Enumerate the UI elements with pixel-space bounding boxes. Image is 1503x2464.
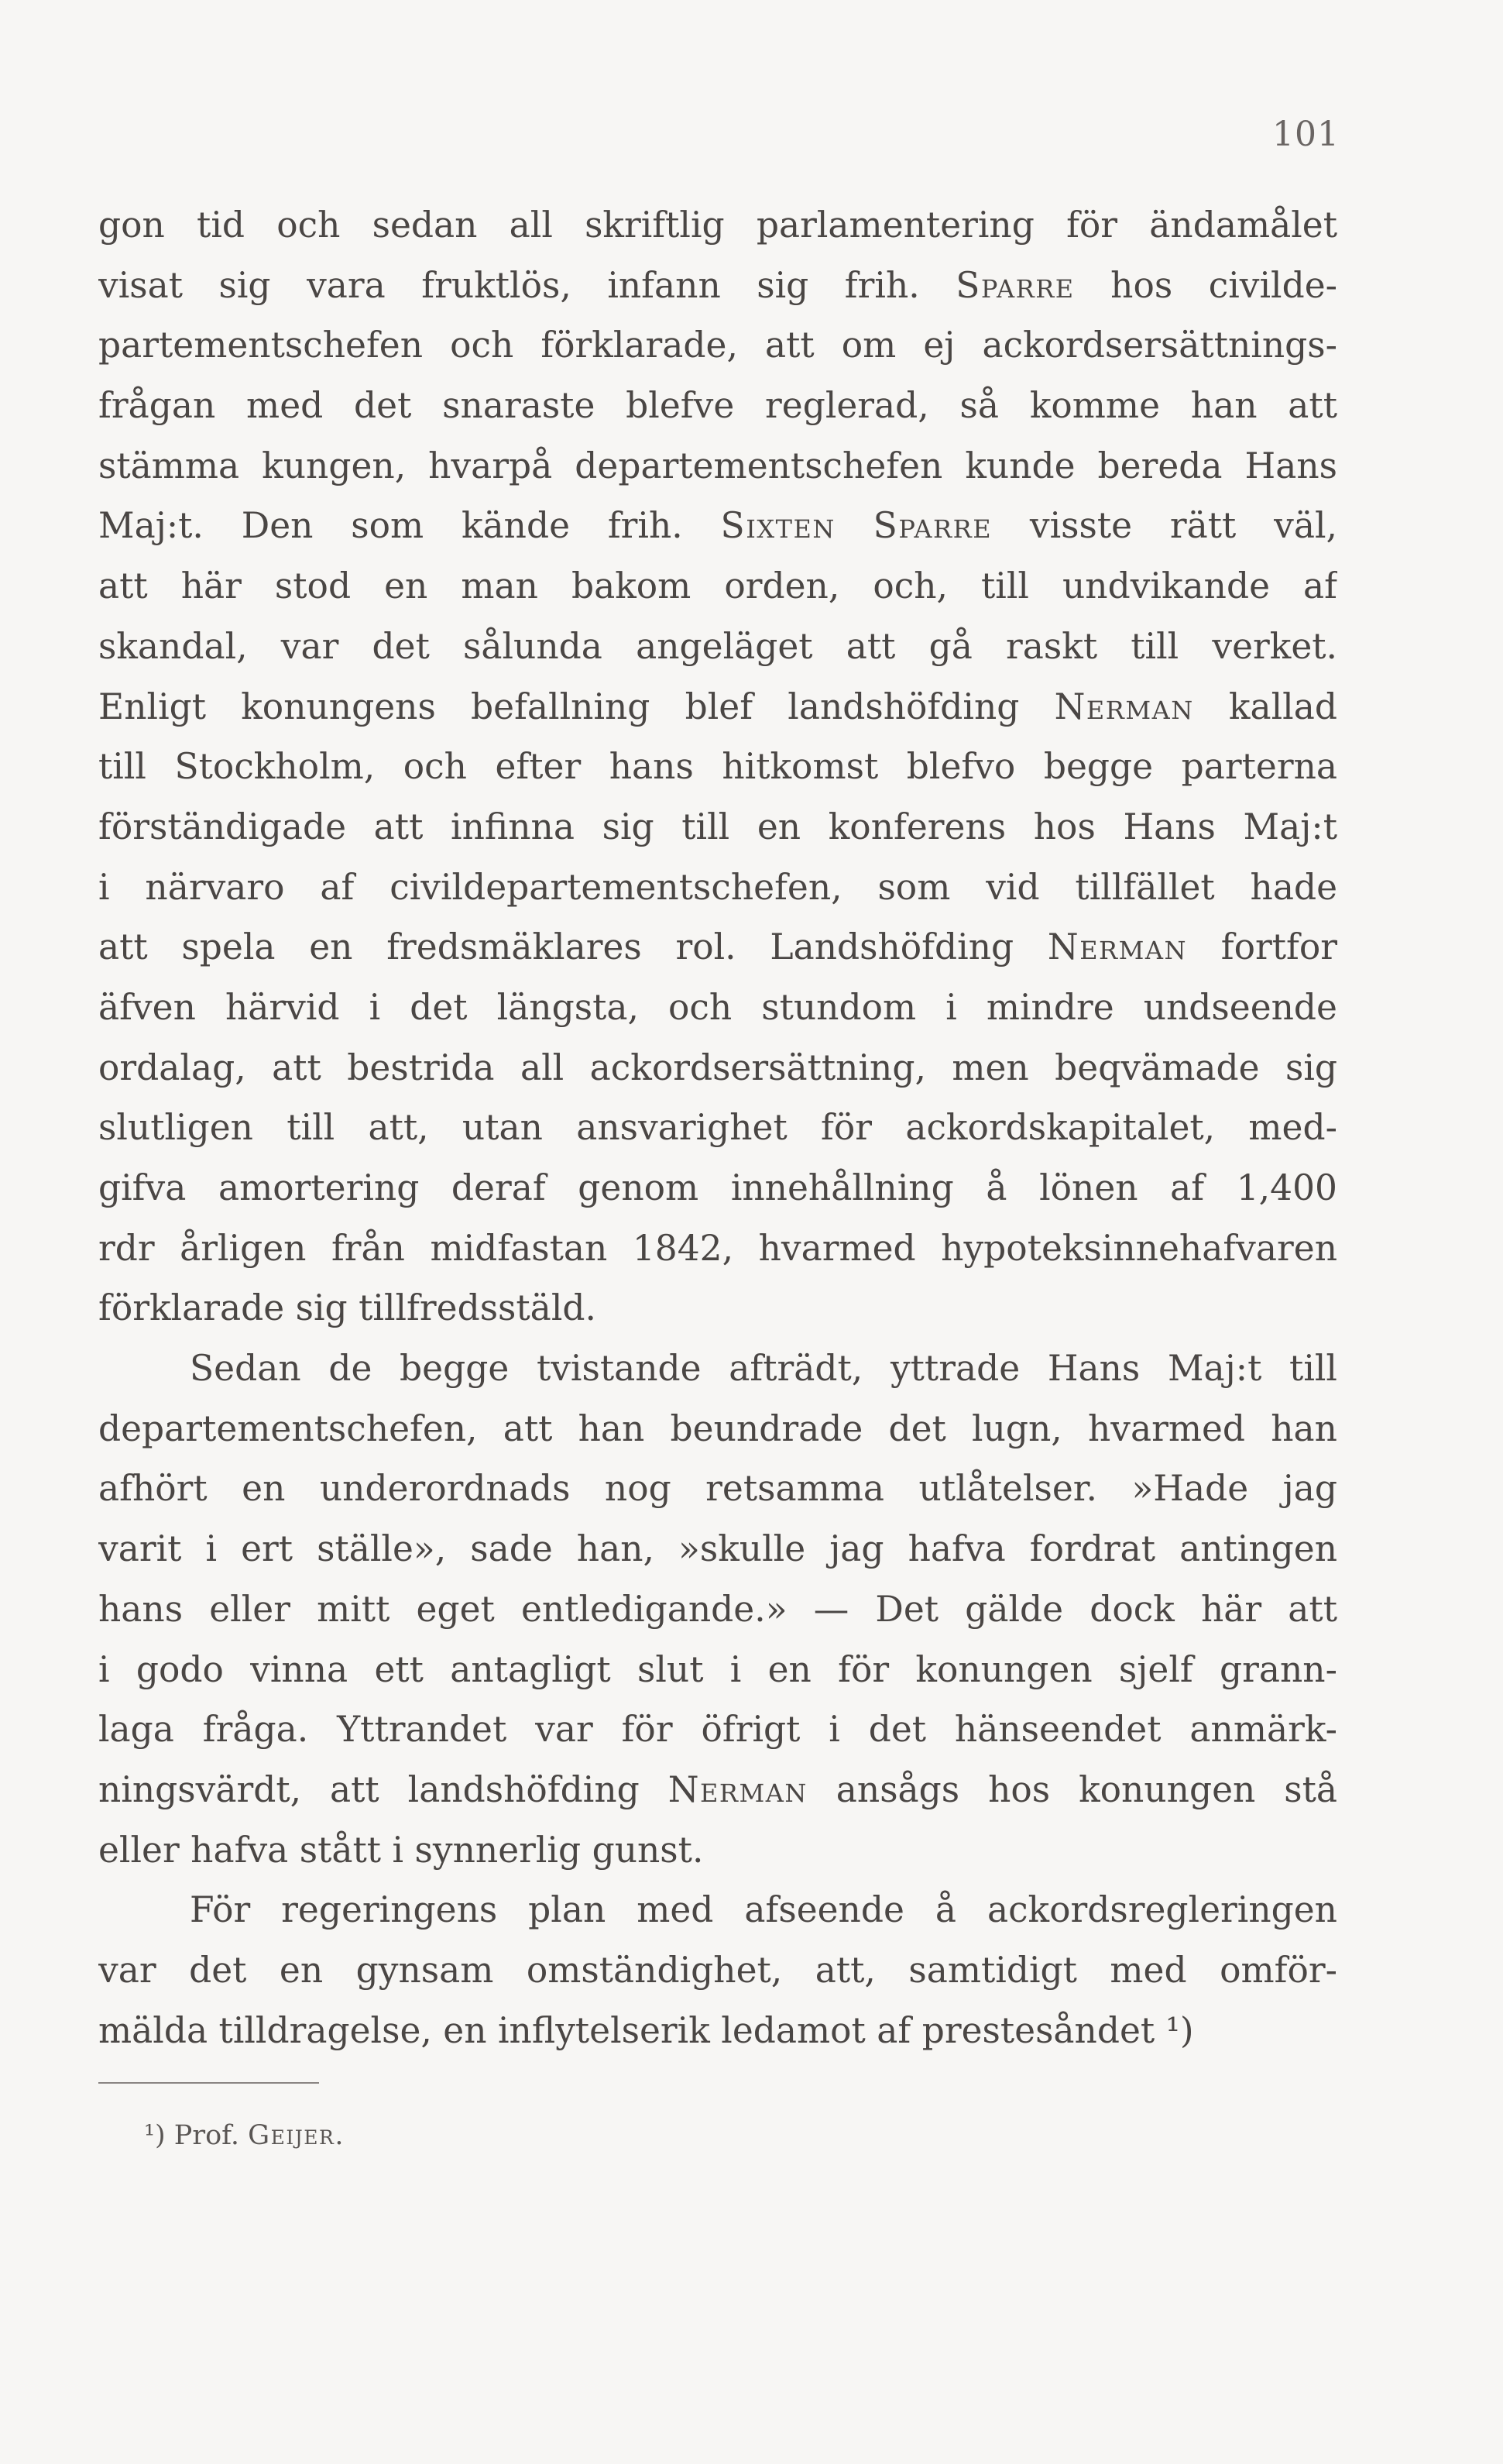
small-caps-name: Nerman [1047, 926, 1188, 968]
text-line: skandal, var det sålunda angeläget att gå raskt till verket. [98, 625, 1337, 667]
text-line: Sedan de begge tvistande afträdt, yttrade Hans Maj:t till [190, 1348, 1337, 1390]
text-line: partementschefen och förklarade, att om ej ackordsersättnings- [98, 325, 1337, 366]
small-caps-name: Sparre [956, 264, 1075, 306]
text-line: Enligt konungens befallning blef landshöfding Nerman kallad [98, 686, 1337, 727]
text-line: stämma kungen, hvarpå departementschefen kunde bereda Hans [98, 445, 1337, 486]
text-line: visat sig vara fruktlös, infann sig frih. Sparre hos civilde- [98, 264, 1337, 306]
text-line: hans eller mitt eget entledigande.» — Det gälde dock här att [98, 1588, 1337, 1630]
text-line: i godo vinna ett antagligt slut i en för konungen sjelf grann- [98, 1648, 1337, 1690]
text-line: ningsvärdt, att landshöfding Nerman ansågs hos konungen stå [98, 1768, 1337, 1810]
text-line: slutligen till att, utan ansvarighet för ackordskapitalet, med- [98, 1107, 1337, 1149]
page-number: 101 [1272, 115, 1340, 154]
text-line: äfven härvid i det längsta, och stundom i mindre undseende [98, 986, 1337, 1028]
text-line: var det en gynsam omständighet, att, samtidigt med omför- [98, 1949, 1337, 1991]
text-line: laga fråga. Yttrandet var för öfrigt i det hänseendet anmärk- [98, 1709, 1337, 1751]
text-line: eller hafva stått i synnerlig gunst. [98, 1829, 704, 1871]
text-line: gon tid och sedan all skriftlig parlamentering för ändamålet [98, 204, 1337, 246]
small-caps-name: Nerman [1054, 686, 1194, 727]
text-line: förständigade att infinna sig till en konferens hos Hans Maj:t [98, 806, 1337, 847]
footnote: ¹) Prof. Geijer. [144, 2120, 344, 2151]
text-line: departementschefen, att han beundrade det lugn, hvarmed han [98, 1407, 1337, 1449]
body-text [98, 195, 1337, 2060]
small-caps-name: Nerman [667, 1768, 808, 1810]
text-line: afhört en underordnads nog retsamma utlåtelser. »Hade jag [98, 1468, 1337, 1510]
text-line: rdr årligen från midfastan 1842, hvarmed hypoteksinnehafvaren [98, 1227, 1337, 1269]
small-caps-name: Sixten [720, 505, 836, 547]
text-line: För regeringens plan med afseende å ackordsregleringen [190, 1889, 1337, 1931]
text-line: gifva amortering deraf genom innehållning å lönen af 1,400 [98, 1167, 1337, 1208]
footnote-divider [98, 2082, 319, 2084]
text-line: i närvaro af civildepartementschefen, som vid tillfället hade [98, 866, 1337, 908]
text-line: Maj:t. Den som kände frih. Sixten Sparre visste rätt väl, [98, 505, 1337, 547]
text-line: ordalag, att bestrida all ackordsersättning, men beqvämade sig [98, 1046, 1337, 1088]
text-line: till Stockholm, och efter hans hitkomst blefvo begge parterna [98, 746, 1337, 788]
text-line: frågan med det snaraste blefve reglerad, så komme han att [98, 385, 1337, 427]
small-caps-name: Geijer [248, 2120, 335, 2151]
text-line: förklarade sig tillfredsstäld. [98, 1287, 596, 1329]
text-line: att spela en fredsmäklares rol. Landshöfding Nerman fortfor [98, 926, 1337, 968]
text-line: varit i ert ställe», sade han, »skulle jag hafva fordrat antingen [98, 1528, 1337, 1570]
text-line: att här stod en man bakom orden, och, till undvikande af [98, 565, 1337, 607]
text-line: mälda tilldragelse, en inflytelserik ledamot af prestesåndet ¹) [98, 2009, 1194, 2051]
small-caps-name: Sparre [873, 505, 993, 547]
